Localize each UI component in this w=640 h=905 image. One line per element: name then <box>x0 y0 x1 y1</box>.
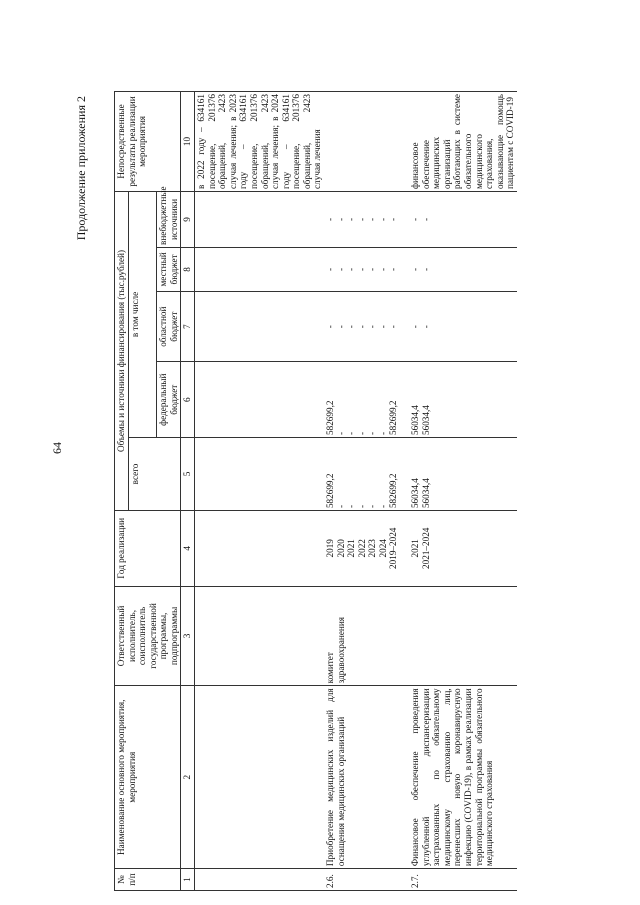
hdr-executor: Ответственный исполнитель, соисполнитель государственной программы, подпрограммы <box>115 586 181 686</box>
row-federal: 56034,4 56034,4 <box>400 362 517 438</box>
row-total: 56034,4 56034,4 <box>400 437 517 510</box>
hdr-regional: областной бюджет <box>157 291 181 362</box>
hdr-funding: Объемы и источники финансирования (тыс.рублей) <box>115 191 129 510</box>
colnum-2: 2 <box>181 686 195 869</box>
cont-result: в 2022 году – 634161 посещение, 201376 обращений, 2423 случая лечения; в 2023 году – 634161 посещение, 201376 обращений, 2423 случая лечения; в 2024 году – 634161 посещение, 201376 обращений, 2423 случая лечения <box>195 92 324 192</box>
hdr-result: Непосредственные результаты реализации мероприятия <box>115 92 181 192</box>
rotated-page <box>74 78 638 905</box>
row-executor <box>400 586 517 686</box>
hdr-extrabudget: внебюджетные источники <box>157 191 181 247</box>
row-years: 2021 2021–2024 <box>400 511 517 587</box>
row-regional: - - <box>400 291 517 362</box>
row-name: Финансовое обеспечение проведения углубленной диспансеризации застрахованных по обязательному медицинскому страхованию лиц, перенесших новую коронавирусную инфекцию (COVID-19), в рамках реализации территориальной программы обязательного медицинского страхования <box>400 686 517 869</box>
appendix-continuation: Продолжение приложения 2 <box>74 96 88 241</box>
row-num: 2.7. <box>400 869 517 891</box>
hdr-federal: федеральный бюджет <box>157 362 181 438</box>
colnum-7: 7 <box>181 291 195 362</box>
hdr-name: Наименование основного мероприятия, мероприятия <box>115 686 181 869</box>
colnum-6: 6 <box>181 362 195 438</box>
row-years: 2019 2020 2021 2022 2023 2024 2019–2024 <box>324 511 400 587</box>
row-result <box>324 92 400 192</box>
funding-table <box>114 91 517 891</box>
colnum-8: 8 <box>181 248 195 292</box>
colnum-4: 4 <box>181 511 195 587</box>
row-num: 2.6. <box>324 869 400 891</box>
page-number: 64 <box>50 442 64 454</box>
row-extrabudget: - - - - - - - <box>324 191 400 247</box>
hdr-incl: в том числе <box>128 191 157 437</box>
row-name: Приобретение медицинских изделий для оснащения медицинских организаций <box>324 686 400 869</box>
hdr-local: местный бюджет <box>157 248 181 292</box>
row-executor: комитет здравоохранения <box>324 586 400 686</box>
hdr-total: всего <box>128 437 181 510</box>
row-regional: - - - - - - - <box>324 291 400 362</box>
colnum-3: 3 <box>181 586 195 686</box>
hdr-year: Год реализации <box>115 511 181 587</box>
colnum-10: 10 <box>181 92 195 192</box>
colnum-5: 5 <box>181 437 195 510</box>
colnum-1: 1 <box>181 869 195 891</box>
row-result: финансовое обеспечение медицинских организаций работающих в системе обязательного медицинского страхования, оказывающие помощь пациентам с COVID-19 <box>400 92 517 192</box>
colnum-9: 9 <box>181 191 195 247</box>
row-federal: 582699,2 - - - - - 582699,2 <box>324 362 400 438</box>
row-extrabudget: - - <box>400 191 517 247</box>
hdr-num: № п/п <box>115 869 181 891</box>
row-local: - - - - - - - <box>324 248 400 292</box>
row-total: 582699,2 - - - - - 582699,2 <box>324 437 400 510</box>
row-local: - - <box>400 248 517 292</box>
